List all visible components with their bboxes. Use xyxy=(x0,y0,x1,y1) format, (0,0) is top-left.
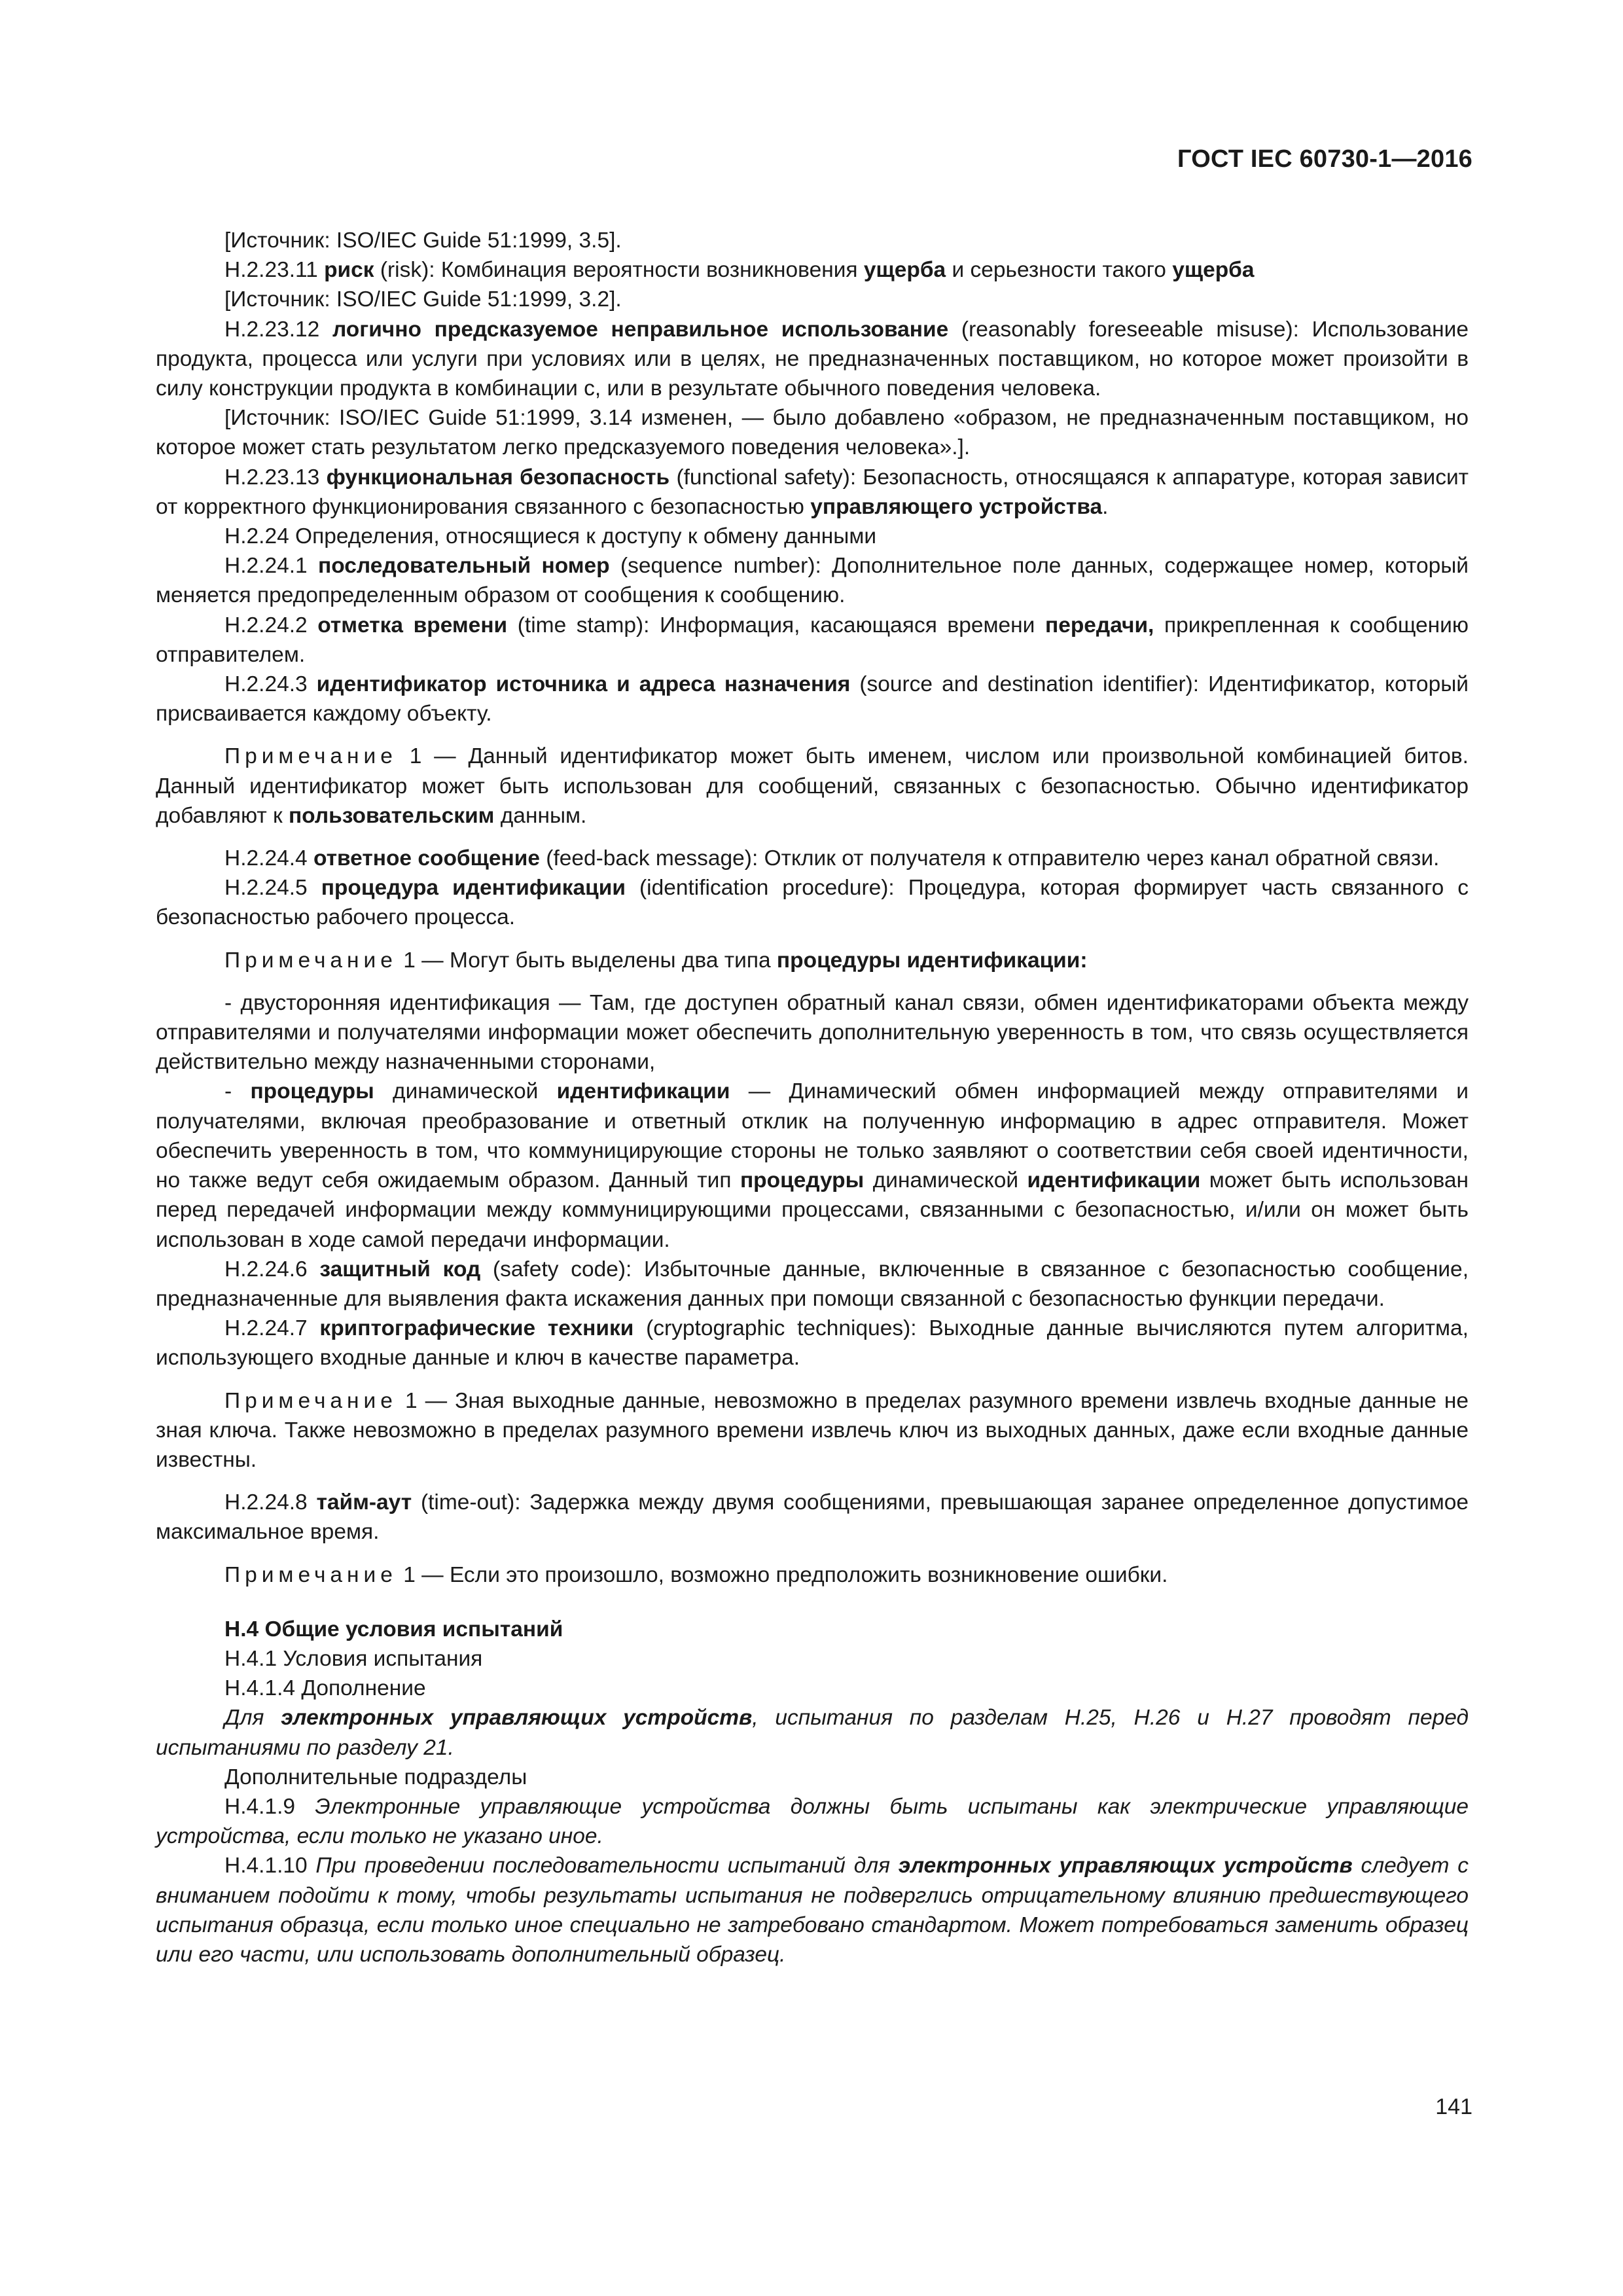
definition-identifier xyxy=(156,670,1469,728)
bold-term: защитный код xyxy=(319,1257,481,1282)
text-run: может быть использован перед передачей информации между коммуницирующими процессами, связанными с безопасностью, и/или он может быть использован в ходе самой передачи информации. xyxy=(156,1168,1469,1252)
bold-term: тайм-аут xyxy=(316,1490,412,1515)
text-run: (sequence number): Дополнительное поле данных, содержащее номер, который меняется предопределенным образом от сообщения к сообщению. xyxy=(156,554,1469,608)
text-run: (feed-back message): Отклик от получателя к отправителю через канал обратной связи. xyxy=(539,846,1440,871)
text-run: (functional safety): Безопасность, относящаяся к аппаратуре, которая зависит от корректного функционирования связанного с безопасностью xyxy=(156,465,1469,519)
text-run: 1 — Зная выходные данные, невозможно в пределах разумного времени извлечь входные данные не зная ключа. Также невозможно в пределах разумного времени извлечь ключ из выходных данных, даже если входные данные известны. xyxy=(156,1388,1469,1472)
requirement-paragraph xyxy=(156,1792,1469,1851)
page-number: 141 xyxy=(1435,2094,1472,2119)
bold-term: ответное сообщение xyxy=(313,846,540,871)
requirement-paragraph xyxy=(156,1851,1469,1969)
text-run: (time stamp): Информация, касающаяся времени xyxy=(507,613,1045,637)
bold-term: последовательный номер xyxy=(317,554,610,579)
bold-term: ущерба xyxy=(1172,258,1255,283)
definition-safety-code xyxy=(156,1255,1469,1314)
note-paragraph xyxy=(156,946,1469,975)
bold-term: идентификатор источника и адреса назначения xyxy=(316,672,851,697)
text-run: [Источник: ISO/IEC Guide 51:1999, 3.5]. xyxy=(224,228,622,253)
text-run: Электронные управляющие устройства должны быть испытаны как электрические управляющие устройства, если только не указано иное. xyxy=(156,1794,1469,1849)
text-run: (cryptographic techniques): Выходные данные вычисляются путем алгоритма, использующего входные данные и ключ в качестве параметра. xyxy=(156,1316,1469,1371)
text-run: Н.2.24.4 xyxy=(224,846,313,871)
note-label: Примечание xyxy=(224,744,397,769)
bold-term: ущерба xyxy=(863,258,946,283)
subsection-heading xyxy=(156,1674,1469,1703)
text-run: Для xyxy=(224,1706,281,1731)
subsection-heading xyxy=(156,1644,1469,1674)
text-run: Н.2.24.8 xyxy=(224,1490,317,1515)
text-run: , испытания по разделам Н.25, Н.26 и Н.27 проводят перед испытаниями по разделу 21. xyxy=(156,1706,1469,1760)
text-run: Н.4.1.9 xyxy=(224,1794,315,1819)
section-heading-h4 xyxy=(156,1615,1469,1644)
bold-term: пользовательским xyxy=(288,803,495,828)
bold-term: логично предсказуемое неправильное использование xyxy=(332,317,949,342)
bold-term: идентификации xyxy=(1027,1168,1201,1193)
definition-identification-procedure xyxy=(156,873,1469,932)
text-run: Н.2.24.7 xyxy=(224,1316,320,1341)
note-paragraph xyxy=(156,1386,1469,1475)
text-run: Н.2.24.3 xyxy=(224,672,317,697)
text-run: динамической xyxy=(864,1168,1027,1193)
text-run: [Источник: ISO/IEC Guide 51:1999, 3.2]. xyxy=(224,287,622,312)
definition-time-out xyxy=(156,1488,1469,1547)
text-run: динамической xyxy=(374,1079,557,1104)
definition-functional-safety xyxy=(156,463,1469,522)
bold-term: функциональная безопасность xyxy=(326,465,670,490)
source-ref-paragraph xyxy=(156,403,1469,462)
source-ref-paragraph xyxy=(156,226,1469,255)
bold-term: управляющего устройства xyxy=(810,494,1103,519)
text-run: - двусторонняя идентификация — Там, где доступен обратный канал связи, обмен идентификаторами объекта между отправителями и получателями информации может обеспечить дополнительную уверенность в том, что связь осуществляется действительно между назначенными сторонами, xyxy=(156,990,1469,1075)
definition-cryptographic-techniques xyxy=(156,1314,1469,1372)
text-run: (identification procedure): Процедура, которая формирует часть связанного с безопасностью рабочего процесса. xyxy=(156,876,1469,930)
text-run: следует с вниманием подойти к тому, чтобы результаты испытания не подверглись отрицательному влиянию предшествующего испытания образца, если только иное специально не затребовано стандартом. Может потребоваться заменить образец или его части, или использовать дополнительный образец. xyxy=(156,1854,1469,1967)
text-run: Н.2.24.1 xyxy=(224,554,318,579)
note-label: Примечание xyxy=(224,948,397,973)
text-run: При проведении последовательности испытаний для xyxy=(315,1854,899,1878)
text-run: Н.2.24 Определения, относящиеся к доступу к обмену данными xyxy=(224,524,877,549)
text-run: Дополнительные подразделы xyxy=(224,1765,527,1789)
bold-term: электронных управляющих устройств xyxy=(898,1854,1353,1878)
note-paragraph xyxy=(156,1560,1469,1590)
definition-time-stamp xyxy=(156,611,1469,670)
text-run: . xyxy=(1102,494,1109,519)
definition-sequence-number xyxy=(156,551,1469,610)
text-run: 1 — Могут быть выделены два типа xyxy=(397,948,777,973)
text-run: Н.4.1 Условия испытания xyxy=(224,1646,483,1671)
bold-term: электронных управляющих устройств xyxy=(281,1706,753,1731)
bold-term: риск xyxy=(324,258,374,283)
text-run: Н.2.24.5 xyxy=(224,876,321,901)
bold-term: процедуры xyxy=(740,1168,865,1193)
subsection-heading xyxy=(156,1763,1469,1792)
bold-term: криптографические техники xyxy=(319,1316,634,1341)
document-header: ГОСТ IEC 60730-1—2016 xyxy=(1177,145,1472,173)
text-run: Н.2.23.13 xyxy=(224,465,327,490)
text-run: — Динамический обмен информацией между отправителями и получателями, включая преобразование и ответный отклик на полученную информацию в адрес отправителя. Может обеспечить уверенность в том, что коммуницирующие стороны не только заявляют о соответствии себя своей идентичности, но также ведут себя ожидаемым образом. Данный тип xyxy=(156,1079,1469,1193)
bold-term: процедура идентификации xyxy=(321,876,626,901)
text-run: [Источник: ISO/IEC Guide 51:1999, 3.14 изменен, — было добавлено «образом, не предназначенным поставщиком, но которое может стать результатом легко предсказуемого поведения человека».]. xyxy=(156,406,1469,460)
document-body xyxy=(156,226,1469,1969)
requirement-paragraph xyxy=(156,1703,1469,1762)
bold-term: процедуры xyxy=(250,1079,374,1104)
text-run: Н.2.24.2 xyxy=(224,613,318,637)
bold-term: отметка времени xyxy=(317,613,508,637)
text-run: Н.2.24.6 xyxy=(224,1257,320,1282)
text-run: (reasonably foreseeable misuse): Использование продукта, процесса или услуги при условиях или в целях, не предназначенных поставщиком, но которое может произойти в силу конструкции продукта в комбинации с, или в результате обычного поведения человека. xyxy=(156,317,1469,401)
bold-term: идентификации xyxy=(556,1079,730,1104)
text-run: (source and destination identifier): Идентификатор, который присваивается каждому объекту. xyxy=(156,672,1469,726)
note-label: Примечание xyxy=(224,1562,397,1587)
text-run: Н.4.1.4 Дополнение xyxy=(224,1676,426,1701)
text-run: и серьезности такого xyxy=(946,258,1173,283)
text-run: (time-out): Задержка между двумя сообщениями, превышающая заранее определенное допустимое максимальное время. xyxy=(156,1490,1469,1545)
note-label: Примечание xyxy=(224,1388,397,1413)
definition-misuse xyxy=(156,315,1469,404)
note-paragraph xyxy=(156,742,1469,831)
list-item xyxy=(156,988,1469,1077)
text-run: (risk): Комбинация вероятности возникновения xyxy=(374,258,864,283)
section-heading-h2-24 xyxy=(156,522,1469,551)
text-run: 1 — Если это произошло, возможно предположить возникновение ошибки. xyxy=(397,1562,1168,1587)
text-run: Н.4.1.10 xyxy=(224,1854,316,1878)
bold-term: передачи, xyxy=(1044,613,1154,637)
definition-feedback-message xyxy=(156,844,1469,873)
text-run: данным. xyxy=(494,803,587,828)
text-run: Н.2.23.12 xyxy=(224,317,332,342)
bold-term: Н.4 Общие условия испытаний xyxy=(224,1617,563,1641)
text-run: прикрепленная к сообщению отправителем. xyxy=(156,613,1469,667)
definition-risk xyxy=(156,255,1469,285)
source-ref-paragraph xyxy=(156,285,1469,314)
list-item xyxy=(156,1077,1469,1254)
text-run: (safety code): Избыточные данные, включенные в связанное с безопасностью сообщение, предназначенные для выявления факта искажения данных при помощи связанной с безопасностью функции передачи. xyxy=(156,1257,1469,1311)
text-run: 1 — Данный идентификатор может быть именем, числом или произвольной комбинацией битов. Данный идентификатор может быть использован для сообщений, связанных с безопасностью. Обычно идентификатор добавляют к xyxy=(156,744,1469,828)
text-run: Н.2.23.11 xyxy=(224,258,325,283)
text-run: - xyxy=(224,1079,251,1104)
bold-term: процедуры идентификации: xyxy=(776,948,1088,973)
